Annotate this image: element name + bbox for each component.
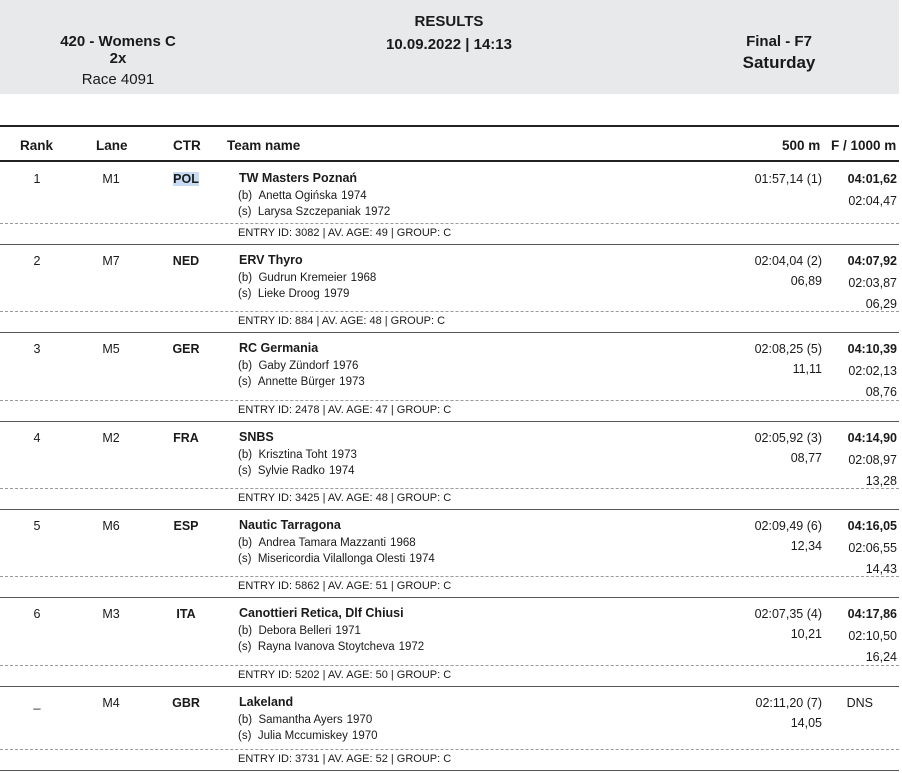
final-time: 04:14,90 [847,431,897,445]
crew-seat: (b) [238,190,253,202]
row-divider [0,223,899,224]
crew-seat: (b) [238,272,253,284]
crew-member [238,714,372,726]
page-title: RESULTS [414,13,484,30]
team-name: SNBS [239,430,274,444]
crew-seat: (s) [238,206,252,218]
crew-member [238,360,358,372]
country-cell [168,431,204,445]
rank-cell: 6 [33,607,41,621]
race-number: Race 4091 [81,71,155,88]
col-split: 500 m [782,138,821,153]
crew-seat: (s) [238,730,252,742]
entry-info: ENTRY ID: 3731 | AV. AGE: 52 | GROUP: C [238,753,452,765]
lane-cell: M6 [102,519,120,533]
table-row [0,687,899,771]
crew-member [238,641,424,653]
crew-name: Sylvie Radko [257,465,325,477]
country-cell [168,172,204,186]
crew-name: Julia Mccumiskey [257,730,348,742]
crew-year: 1974 [341,190,367,202]
split-time: 02:04,04 (2) [754,254,822,268]
crew-name: Rayna Ivanova Stoytcheva [257,641,395,653]
crew-name: Debora Belleri [258,625,332,637]
crew-name: Larysa Szczepaniak [257,206,361,218]
split-time: 01:57,14 (1) [754,172,822,186]
crew-seat: (b) [238,449,253,461]
rank-cell: 5 [33,519,41,533]
country-cell [168,696,204,710]
crew-year: 1979 [323,288,350,300]
lane-cell: M5 [102,342,120,356]
team-name: ERV Thyro [239,253,303,267]
rank-cell: _ [33,696,41,710]
crew-name: Annette Bürger [257,376,336,388]
country-code: GBR [172,696,200,710]
split-time: 02:07,35 (4) [754,607,822,621]
crew-year: 1974 [328,465,355,477]
country-code: POL [173,172,199,186]
crew-seat: (s) [238,465,252,477]
entry-info: ENTRY ID: 3425 | AV. AGE: 48 | GROUP: C [238,492,452,504]
entry-info: ENTRY ID: 3082 | AV. AGE: 49 | GROUP: C [238,227,452,239]
row-divider [0,311,899,312]
split-time: 02:08,25 (5) [754,342,822,356]
crew-seat: (b) [238,537,253,549]
crew-name: Misericordia Vilallonga Olesti [257,553,406,565]
crew-name: Samantha Ayers [258,714,343,726]
crew-member [238,190,367,202]
final-time: 04:16,05 [847,519,897,533]
split-diff: 12,34 [790,539,822,553]
final-time: DNS [846,696,873,710]
final-time: 04:07,92 [847,254,897,268]
lane-cell: M2 [102,431,120,445]
lane-cell: M7 [102,254,120,268]
country-code: ESP [173,519,199,533]
country-code: ITA [176,607,196,621]
crew-seat: (s) [238,553,252,565]
crew-member [238,465,355,477]
crew-year: 1970 [351,730,378,742]
crew-year: 1973 [331,449,357,461]
team-name: TW Masters Poznań [239,171,358,185]
country-cell [168,519,204,533]
final-diff: 06,29 [865,297,897,311]
entry-info: ENTRY ID: 5862 | AV. AGE: 51 | GROUP: C [238,580,452,592]
team-name: Lakeland [239,695,294,709]
crew-member [238,206,390,218]
crew-year: 1973 [339,376,365,388]
final-time: 04:17,86 [847,607,897,621]
row-divider [0,665,899,666]
crew-member [238,625,361,637]
split-diff: 08,77 [790,451,822,465]
rank-cell: 4 [33,431,41,445]
crew-year: 1974 [409,553,435,565]
crew-year: 1970 [346,714,373,726]
lane-cell: M1 [102,172,120,186]
final-time: 04:01,62 [847,172,897,186]
col-ctr: CTR [173,138,201,153]
table-row [0,163,899,245]
country-code: FRA [173,431,199,445]
race-day: Saturday [742,53,816,72]
row-divider [0,576,899,577]
phase-info [735,33,823,73]
lane-cell: M4 [102,696,120,710]
crew-member [238,553,435,565]
country-code: NED [172,254,200,268]
race-name: 420 - Womens C 2x [60,33,176,67]
crew-member [238,537,416,549]
rank-cell: 1 [33,172,41,186]
table-row [0,510,899,598]
final-diff: 13,28 [865,474,897,488]
crew-seat: (s) [238,641,252,653]
lane-cell: M3 [102,607,120,621]
crew-year: 1972 [398,641,425,653]
split-diff: 10,21 [790,627,822,641]
crew-member [238,376,365,388]
table-row [0,333,899,422]
country-cell [168,254,204,268]
crew-name: Anetta Ogińska [258,190,338,202]
split-time: 02:05,92 (3) [754,431,822,445]
table-row [0,598,899,687]
col-final: F / 1000 m [831,138,897,153]
team-name: Canottieri Retica, Dlf Chiusi [239,606,404,620]
rank-cell: 2 [33,254,41,268]
entry-info: ENTRY ID: 5202 | AV. AGE: 50 | GROUP: C [238,669,452,681]
crew-year: 1976 [332,360,359,372]
final-split: 02:10,50 [848,629,897,643]
race-info [50,33,186,88]
split-diff: 11,11 [792,362,822,376]
col-rank: Rank [20,138,54,153]
crew-seat: (b) [238,625,253,637]
row-border [0,770,899,771]
entry-info: ENTRY ID: 2478 | AV. AGE: 47 | GROUP: C [238,404,452,416]
crew-year: 1972 [364,206,391,218]
final-split: 02:08,97 [848,453,897,467]
crew-seat: (b) [238,714,253,726]
race-datetime: 10.09.2022 | 14:13 [386,36,512,53]
split-diff: 14,05 [790,716,822,730]
row-divider [0,488,899,489]
final-diff: 08,76 [865,385,897,399]
country-cell [168,607,204,621]
crew-member [238,449,357,461]
split-time: 02:11,20 (7) [755,696,822,710]
race-phase: Final - F7 [746,33,812,50]
table-row [0,422,899,510]
table-header [0,125,899,162]
col-lane: Lane [96,138,128,153]
final-diff: 14,43 [865,562,897,576]
crew-member [238,288,349,300]
final-split: 02:03,87 [848,276,897,290]
row-divider [0,400,899,401]
crew-year: 1968 [390,537,416,549]
entry-info: ENTRY ID: 884 | AV. AGE: 48 | GROUP: C [238,315,446,327]
crew-member [238,272,376,284]
final-time: 04:10,39 [847,342,897,356]
crew-name: Gaby Zündorf [258,360,329,372]
team-name: RC Germania [239,341,319,355]
row-divider [0,749,899,750]
crew-seat: (b) [238,360,253,372]
split-time: 02:09,49 (6) [754,519,822,533]
crew-name: Andrea Tamara Mazzanti [258,537,387,549]
rank-cell: 3 [33,342,41,356]
results-title-block [349,13,549,53]
crew-member [238,730,378,742]
crew-name: Lieke Droog [257,288,320,300]
team-name: Nautic Tarragona [239,518,341,532]
crew-year: 1968 [350,272,377,284]
split-diff: 06,89 [790,274,822,288]
results-header [0,0,899,94]
country-cell [168,342,204,356]
country-code: GER [172,342,200,356]
final-split: 02:02,13 [848,364,897,378]
final-diff: 16,24 [865,650,897,664]
crew-seat: (s) [238,376,252,388]
crew-year: 1971 [335,625,361,637]
table-row [0,245,899,333]
final-split: 02:06,55 [848,541,897,555]
crew-name: Gudrun Kremeier [258,272,347,284]
crew-name: Krisztina Toht [258,449,328,461]
crew-seat: (s) [238,288,252,300]
final-split: 02:04,47 [848,194,897,208]
col-team: Team name [227,138,301,153]
